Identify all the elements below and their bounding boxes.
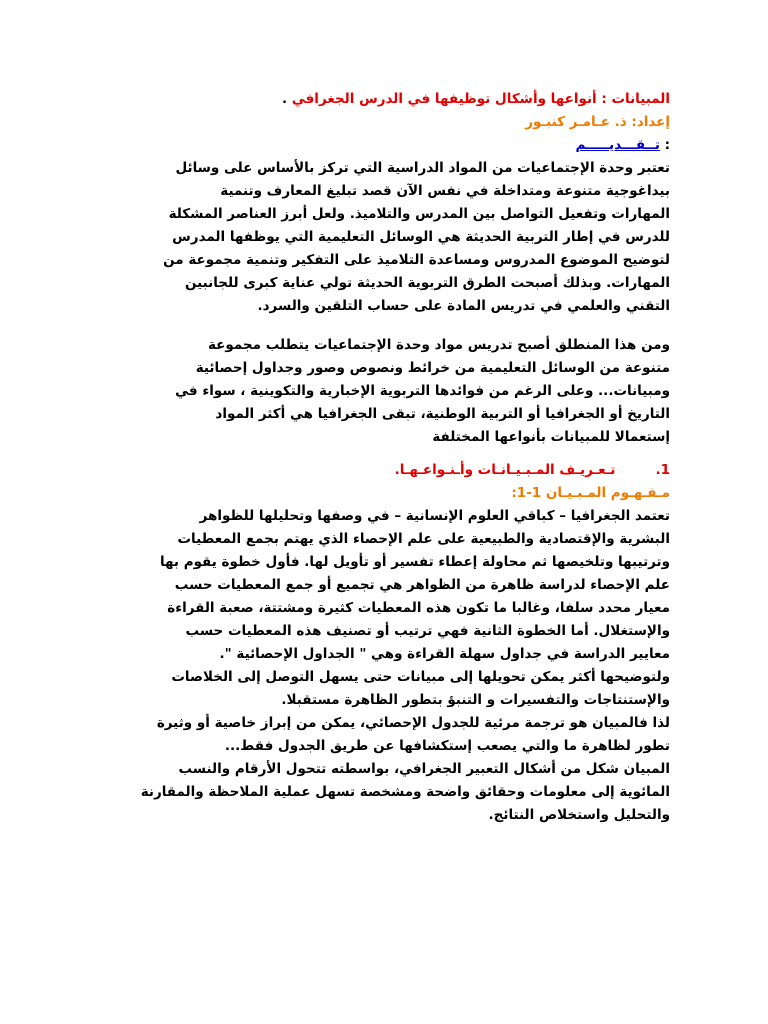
paragraph-line: تطور لظاهرة ما والتي يصعب إستكشافها عن طريق الجدول فقط... bbox=[224, 738, 670, 754]
second-paragraph bbox=[108, 334, 670, 449]
paragraph-line: المبيان شكل من أشكال التعبير الجغرافي، بواسطته تتحول الأرقام والنسب bbox=[178, 761, 670, 777]
paragraph-line: تعتبر وحدة الإجتماعيات من المواد الدراسية التي تركز بالأساس على وسائل bbox=[175, 160, 670, 176]
paragraph-line: لذا فالمبيان هو ترجمة مرئية للجدول الإحصائي، يمكن من إبراز خاصية أو وثيرة bbox=[156, 715, 670, 731]
subsection-heading bbox=[108, 482, 670, 505]
intro-heading-colon: : bbox=[659, 137, 670, 153]
paragraph-line: التاريخ أو الجغرافيا أو التربية الوطنية، تبقى الجغرافيا هي أكثر المواد bbox=[215, 406, 670, 422]
paragraph-line: ومبيانات... وعلى الرغم من فوائدها التربوية الإخبارية والتكوينية ، سواء في bbox=[175, 383, 670, 399]
paragraph-line: البشرية والإقتصادية والطبيعية على علم الإحصاء الذي يهتم بجمع المعطيات bbox=[177, 531, 670, 547]
spacer bbox=[108, 318, 670, 334]
paragraph-line: والإستنتاجات والتفسيرات و التنبؤ بتطور الظاهرة مستقبلا. bbox=[281, 692, 670, 708]
document-title bbox=[108, 88, 670, 111]
paragraph-line: علم الإحصاء لدراسة ظاهرة من الظواهر هي تجميع أو جمع المعطيات حسب bbox=[174, 577, 670, 593]
section-number: 1. bbox=[655, 462, 670, 478]
paragraph-line: للدرس في إطار التربية الحديثة هي الوسائل التعليمية التي يوظفها المدرس bbox=[172, 229, 670, 245]
intro-paragraph bbox=[108, 157, 670, 318]
paragraph-line: ولتوضيحها أكثر يمكن تحويلها إلى مبيانات حتى يسهل التوصل إلى الخلاصات bbox=[171, 669, 670, 685]
paragraph-line: المهارات. وبذلك أصبحت الطرق التربوية الحديثة تولي عناية كبرى للجانبين bbox=[185, 275, 670, 291]
paragraph-line: لتوضيح الموضوع المدروس ومساعدة التلاميذ على التفكير وتنمية مجموعة من bbox=[163, 252, 670, 268]
paragraph-line: والإستغلال. أما الخطوة الثانية فهي ترتيب أو تصنيف هذه المعطيات حسب bbox=[185, 623, 670, 639]
paragraph-line: المائوية إلى معلومات وحقائق واضحة ومشخصة تسهل عملية الملاحظة والمقارنة bbox=[140, 784, 670, 800]
title-period: . bbox=[281, 91, 292, 107]
title-text: المبيانات : أنواعها وأشكال توظيفها في الدرس الجغرافي bbox=[291, 91, 670, 107]
section-heading bbox=[108, 459, 670, 482]
paragraph-line: تعتمد الجغرافيا – كباقي العلوم الإنسانية – في وصفها وتحليلها للظواهر bbox=[199, 508, 670, 524]
paragraph-line: متنوعة من الوسائل التعليمية من خرائط ونصوص وصور وجداول إحصائية bbox=[195, 360, 670, 376]
subsection-number: 1-1: bbox=[511, 485, 542, 501]
paragraph-line: المهارات وتفعيل التواصل بين المدرس والتلاميذ. ولعل أبرز العناصر المشكلة bbox=[168, 206, 670, 222]
author-line: إعداد: ذ. عـامـر كنبـور bbox=[525, 114, 670, 130]
paragraph-line: معيار محدد سلفا، وغالبا ما تكون هذه المعطيات كثيرة ومشتتة، صعبة القراءة bbox=[167, 600, 670, 616]
spacer bbox=[108, 449, 670, 459]
paragraph-line: بيداغوجية متنوعة ومتداخلة في نفس الآن قصد تبليغ المعارف وتنمية bbox=[220, 183, 670, 199]
document-body bbox=[108, 88, 670, 827]
intro-heading bbox=[108, 134, 670, 157]
paragraph-line: التقني والعلمي في تدريس المادة على حساب التلقين والسرد. bbox=[257, 298, 670, 314]
section-title: تـعـريـف المـبـيـانـات وأـنـواعـهـا. bbox=[394, 462, 616, 478]
paragraph-line: والتحليل واستخلاص النتائج. bbox=[488, 807, 670, 823]
paragraph-line: إستعمالا للمبيانات بأنواعها المختلفة bbox=[432, 429, 670, 445]
definition-paragraph bbox=[108, 505, 670, 827]
intro-heading-text: تــقـــديـــــم bbox=[575, 137, 660, 153]
paragraph-line: معايير الدراسة في جداول سهلة القراءة وهي " الجداول الإحصائية ". bbox=[219, 646, 670, 662]
subsection-title: مـفـهـوم المـبـيـان bbox=[545, 485, 670, 501]
paragraph-line: وترتيبها وتلخيصها ثم محاولة إعطاء تفسير أو تأويل لها. فأول خطوة يقوم بها bbox=[159, 554, 670, 570]
paragraph-line: ومن هذا المنطلق أصبح تدريس مواد وحدة الإجتماعيات يتطلب مجموعة bbox=[208, 337, 670, 353]
